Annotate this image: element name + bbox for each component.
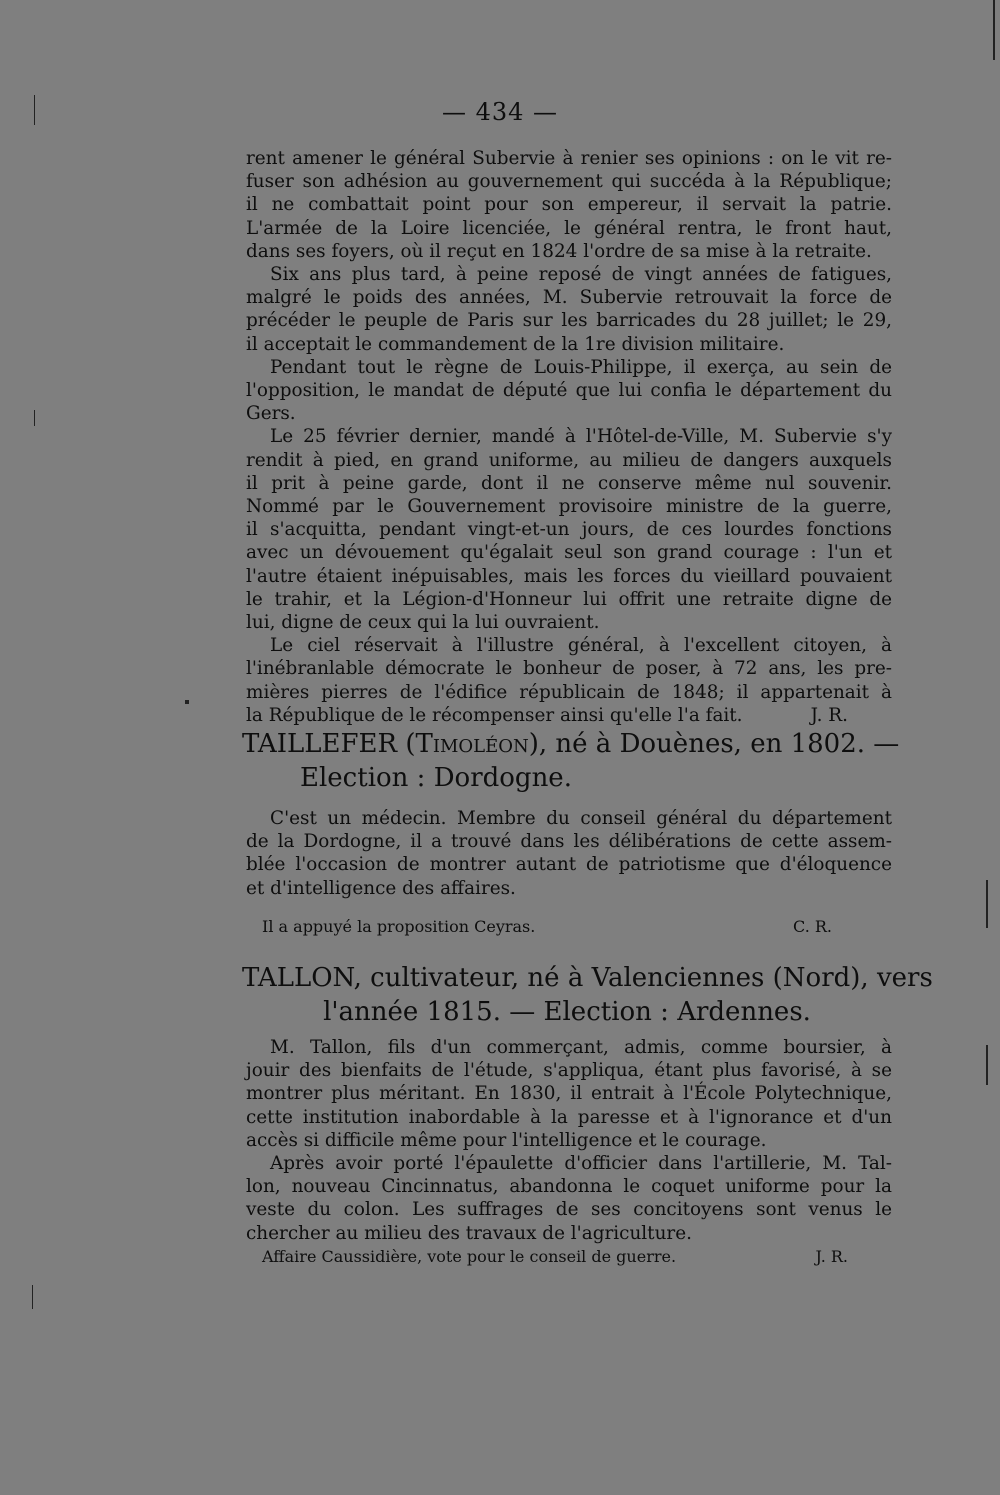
subervie-text xyxy=(246,147,892,727)
heading-line: TALLON, cultivateur, né à Valenciennes (Nord), vers xyxy=(242,963,933,993)
text-line: avec un dévouement qu'égalait seul son grand courage : l'un et xyxy=(246,542,892,564)
vote-note: Il a appuyé la proposition Ceyras. xyxy=(262,917,536,936)
text-line: fuser son adhésion au gouvernement qui succéda à la République; xyxy=(246,171,892,193)
scan-speck xyxy=(34,95,35,125)
tallon-vote-note xyxy=(262,1247,852,1267)
text-line: jouir des bienfaits de l'étude, s'appliqua, étant plus favorisé, à se xyxy=(246,1060,892,1082)
text-line: le trahir, et la Légion-d'Honneur lui offrit une retraite digne de xyxy=(246,588,892,610)
text-line: C'est un médecin. Membre du conseil général du département xyxy=(270,808,892,829)
taillefer-vote-note xyxy=(262,917,852,937)
text-line: Nommé par le Gouvernement provisoire ministre de la guerre, xyxy=(246,496,892,518)
deputy-name: TAILLEFER xyxy=(242,729,398,759)
taillefer-text xyxy=(246,807,892,900)
text-line: accès si difficile même pour l'intelligence et le courage. xyxy=(246,1129,767,1151)
text-line: Le 25 février dernier, mandé à l'Hôtel-de-Ville, M. Subervie s'y xyxy=(270,426,892,448)
text-line: montrer plus méritant. En 1830, il entrait à l'École Polytechnique, xyxy=(246,1083,892,1105)
signature: J. R. xyxy=(810,704,848,726)
text-line: rent amener le général Subervie à renier ses opinions : on le vit re- xyxy=(246,148,892,169)
taillefer-heading xyxy=(242,727,900,795)
text-line: l'inébranlable démocrate le bonheur de poser, à 72 ans, les pre- xyxy=(246,658,892,680)
tallon-heading xyxy=(242,961,933,1029)
signature: C. R. xyxy=(793,917,832,936)
vote-note: Affaire Caussidière, vote pour le conseil de guerre. xyxy=(262,1247,677,1266)
text-line: précéder le peuple de Paris sur les barricades du 28 juillet; le 29, xyxy=(246,310,892,332)
text-line: malgré le poids des années, M. Subervie retrouvait la force de xyxy=(246,287,892,309)
text-line-signed xyxy=(246,704,892,727)
deputy-first-name: (Timoléon) xyxy=(405,729,539,759)
text-line: l'autre étaient inépuisables, mais les forces du vieillard pouvaient xyxy=(246,565,892,587)
text-line: l'opposition, le mandat de député que lui confia le département du xyxy=(246,380,892,402)
text-line: cette institution inabordable à la paresse et à l'ignorance et d'un xyxy=(246,1106,892,1128)
heading-detail: , né à Douènes, en 1802. — xyxy=(538,729,900,759)
text-line: chercher au milieu des travaux de l'agriculture. xyxy=(246,1222,692,1244)
text-line: il prit à peine garde, dont il ne conserve même nul souvenir. xyxy=(246,472,892,494)
text-line: L'armée de la Loire licenciée, le général rentra, le front haut, xyxy=(246,217,892,239)
scan-speck xyxy=(34,410,35,426)
scan-speck xyxy=(986,880,988,928)
text-line: veste du colon. Les suffrages de ses concitoyens sont venus le xyxy=(246,1199,892,1221)
text-line: la République de le récompenser ainsi qu'elle l'a fait. xyxy=(246,704,743,726)
text-line: lui, digne de ceux qui la lui ouvraient. xyxy=(246,612,600,634)
text-line: de la Dordogne, il a trouvé dans les délibérations de cette assem- xyxy=(246,831,892,853)
tallon-text xyxy=(246,1036,892,1245)
scan-speck xyxy=(993,0,995,60)
text-line: il ne combattait point pour son empereur, il servait la patrie. xyxy=(246,194,892,216)
text-line: mières pierres de l'édifice républicain de 1848; il appartenait à xyxy=(246,681,892,703)
text-line: lon, nouveau Cincinnatus, abandonna le coquet uniforme pour la xyxy=(246,1176,892,1198)
text-line: dans ses foyers, où il reçut en 1824 l'ordre de sa mise à la retraite. xyxy=(246,240,872,262)
text-line: Le ciel réservait à l'illustre général, à l'excellent citoyen, à xyxy=(270,635,892,657)
text-line: Après avoir porté l'épaulette d'officier dans l'artillerie, M. Tal- xyxy=(270,1153,892,1175)
text-line: Six ans plus tard, à peine reposé de vingt années de fatigues, xyxy=(270,264,892,286)
signature: J. R. xyxy=(815,1247,848,1266)
text-line: rendit à pied, en grand uniforme, au milieu de dangers auxquels xyxy=(246,449,892,471)
text-line: Gers. xyxy=(246,403,296,425)
scan-speck xyxy=(32,1285,33,1309)
page-number: — 434 — xyxy=(441,98,559,126)
text-line: Pendant tout le règne de Louis-Philippe, il exerça, au sein de xyxy=(270,356,892,378)
text-line: blée l'occasion de montrer autant de patriotisme que d'éloquence xyxy=(246,854,892,876)
text-line: il acceptait le commandement de la 1re division militaire. xyxy=(246,333,785,355)
election-line: Election : Dordogne. xyxy=(300,763,572,793)
heading-line: l'année 1815. — Election : Ardennes. xyxy=(323,997,811,1027)
text-line: M. Tallon, fils d'un commerçant, admis, comme boursier, à xyxy=(270,1037,892,1058)
text-line: et d'intelligence des affaires. xyxy=(246,877,516,899)
text-line: il s'acquitta, pendant vingt-et-un jours, de ces lourdes fonctions xyxy=(246,519,892,541)
scan-speck xyxy=(185,700,189,704)
scan-speck xyxy=(986,1045,988,1085)
